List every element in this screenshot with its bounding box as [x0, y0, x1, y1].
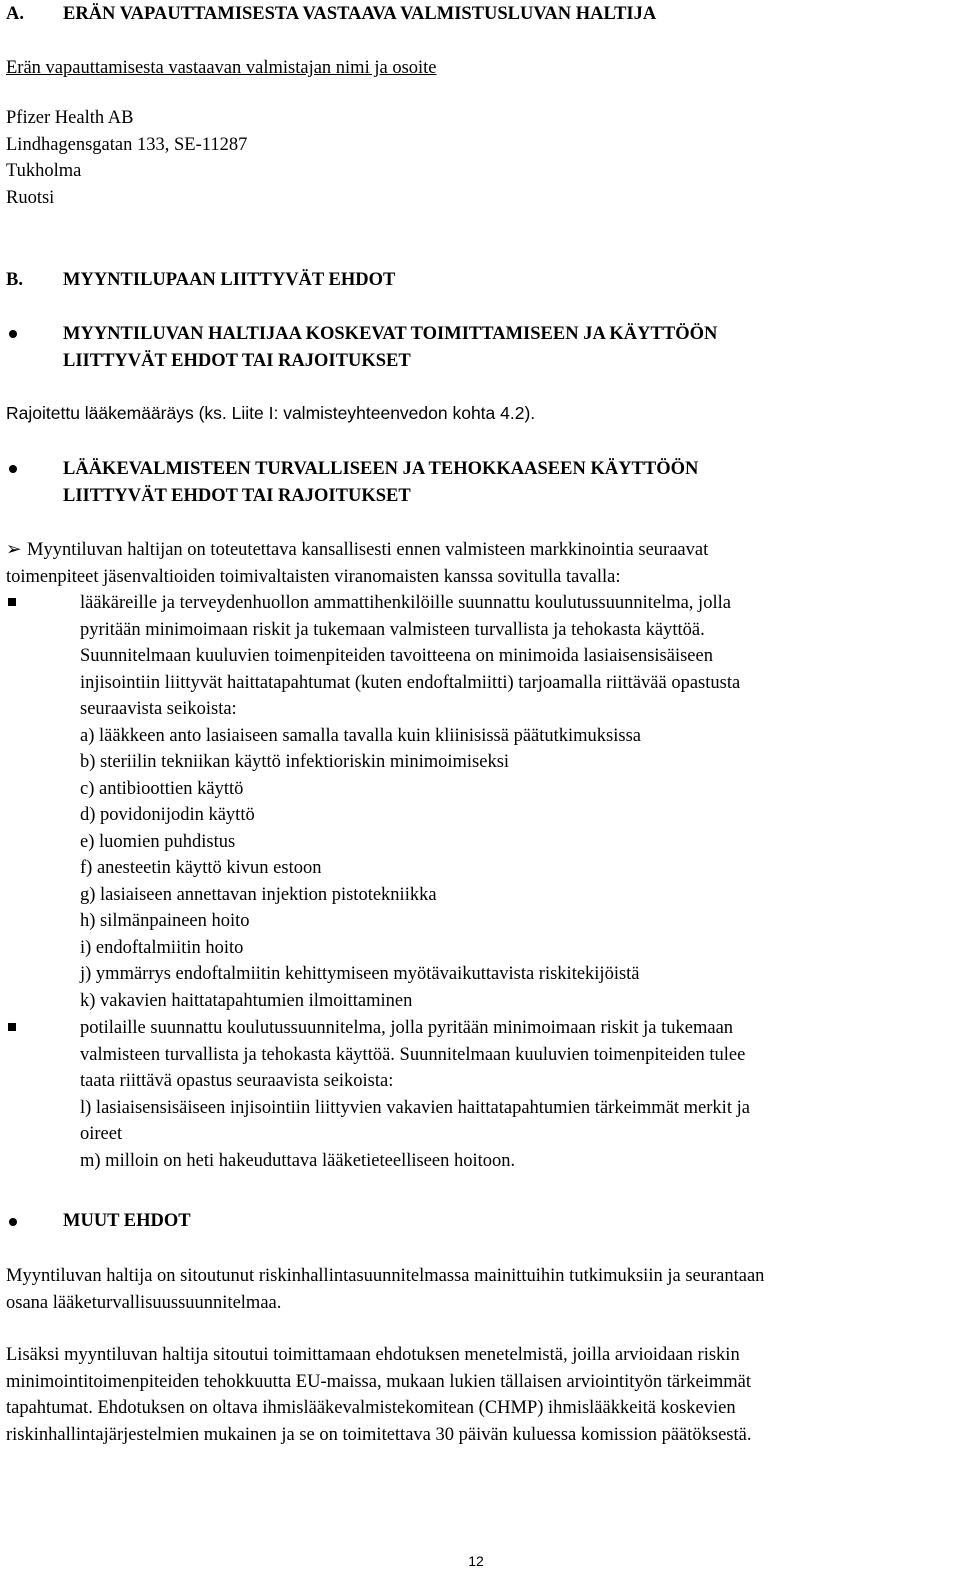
item-line: l) lasiaisensisäiseen injisointiin liittyvien vakavien haittatapahtumien tärkeimmät merkit ja — [80, 1097, 750, 1118]
square-bullet-icon — [8, 598, 16, 606]
item-line: i) endoftalmiitin hoito — [80, 937, 244, 958]
item-line: Suunnitelmaan kuuluvien toimenpiteiden tavoitteena on minimoida lasiaisensisäiseen — [80, 646, 713, 666]
square-bullet-icon — [8, 1023, 16, 1031]
section-b-letter: B. — [6, 270, 23, 290]
physician-education-program — [80, 590, 950, 1014]
item-line: m) milloin on heti hakeuduttava lääketieteelliseen hoitoon. — [80, 1150, 516, 1171]
item-line: f) anesteetin käyttö kivun estoon — [80, 858, 322, 878]
manufacturer-subheading: Erän vapauttamisesta vastaavan valmistajan nimi ja osoite — [6, 58, 437, 78]
other-conditions-heading: MUUT EHDOT — [63, 1211, 191, 1231]
bullet-icon — [9, 1218, 17, 1226]
section-a-letter: A. — [6, 4, 24, 24]
item-line: e) luomien puhdistus — [80, 831, 236, 852]
paragraph-line: tapahtumat. Ehdotuksen on oltava ihmislääkevalmistekomitean (CHMP) ihmislääkkeitä koskevien — [6, 1398, 736, 1418]
bullet-heading-line: LIITTYVÄT EHDOT TAI RAJOITUKSET — [63, 485, 411, 506]
item-line: potilaille suunnattu koulutussuunnitelma, jolla pyritään minimoimaan riskit ja tukemaan — [80, 1018, 734, 1038]
item-line: seuraavista seikoista: — [80, 699, 237, 719]
restricted-prescription-text: Rajoitettu lääkemääräys (ks. Liite I: valmisteyhteenvedon kohta 4.2). — [6, 403, 536, 423]
item-line: k) vakavien haittatapahtumien ilmoittaminen — [80, 990, 413, 1011]
paragraph-line: Lisäksi myyntiluvan haltija sitoutui toimittamaan ehdotuksen menetelmistä, joilla arvioidaan riskin — [6, 1345, 740, 1365]
item-line: pyritään minimoimaan riskit ja tukemaan valmisteen turvallista ja tehokasta käyttöä. — [80, 619, 705, 640]
address-line: Ruotsi — [6, 187, 55, 208]
manufacturer-address — [6, 105, 247, 211]
item-line: lääkäreille ja terveydenhuollon ammattihenkilöille suunnattu koulutussuunnitelma, jolla — [80, 593, 731, 613]
address-line: Pfizer Health AB — [6, 108, 134, 128]
intro-line: toimenpiteet jäsenvaltioiden toimivaltaisten viranomaisten kanssa sovitulla tavalla: — [6, 566, 621, 587]
item-line: a) lääkkeen anto lasiaiseen samalla tavalla kuin kliinisissä päätutkimuksissa — [80, 725, 642, 746]
item-line: c) antibioottien käyttö — [80, 778, 244, 799]
intro-line: Myyntiluvan haltijan on toteutettava kansallisesti ennen valmisteen markkinointia seuraavat — [27, 540, 709, 560]
commitment-paragraph — [6, 1342, 954, 1448]
paragraph-line: minimointitoimenpiteiden tehokkuutta EU-maissa, mukaan lukien tällaisen arviointityön tärkeimmät — [6, 1371, 751, 1392]
address-line: Lindhagensgatan 133, SE-11287 — [6, 134, 248, 155]
bullet-heading-line: LIITTYVÄT EHDOT TAI RAJOITUKSET — [63, 350, 411, 371]
bullet-heading-line: LÄÄKEVALMISTEEN TURVALLISEEN JA TEHOKKAASEEN KÄYTTÖÖN — [63, 459, 699, 479]
page-number: 12 — [468, 1553, 484, 1569]
bullet-icon — [9, 465, 17, 473]
item-line: h) silmänpaineen hoito — [80, 911, 250, 931]
measures-intro — [6, 537, 954, 590]
item-line: j) ymmärrys endoftalmiitin kehittymiseen myötävaikuttavista riskitekijöistä — [80, 964, 640, 984]
item-line: injisointiin liittyvät haittatapahtumat (kuten endoftalmiitti) tarjoamalla riittävää opastusta — [80, 672, 741, 693]
paragraph-line: Myyntiluvan haltija on sitoutunut riskinhallintasuunnitelmassa mainittuihin tutkimuksiin ja seurantaan — [6, 1266, 765, 1286]
bullet-icon — [9, 330, 17, 338]
paragraph-line: osana lääketurvallisuussuunnitelmaa. — [6, 1292, 282, 1313]
bullet-heading-supply — [63, 321, 717, 374]
item-line: b) steriilin tekniikan käyttö infektioriskin minimoimiseksi — [80, 752, 510, 772]
section-a-title: ERÄN VAPAUTTAMISESTA VASTAAVA VALMISTUSLUVAN HALTIJA — [63, 4, 657, 24]
bullet-heading-line: MYYNTILUVAN HALTIJAA KOSKEVAT TOIMITTAMISEEN JA KÄYTTÖÖN — [63, 324, 718, 344]
arrow-bullet-icon: ➢ — [6, 540, 22, 560]
address-line: Tukholma — [6, 161, 82, 181]
item-line: g) lasiaiseen annettavan injektion pistotekniikka — [80, 884, 437, 905]
item-line: oireet — [80, 1124, 123, 1144]
item-line: taata riittävä opastus seuraavista seikoista: — [80, 1071, 394, 1091]
section-a-heading — [6, 1, 946, 28]
paragraph-line: riskinhallintajärjestelmien mukainen ja se on toimitettava 30 päivän kuluessa komission päätöksestä. — [6, 1424, 752, 1445]
item-line: d) povidonijodin käyttö — [80, 805, 255, 825]
item-line: valmisteen turvallista ja tehokasta käyttöä. Suunnitelmaan kuuluvien toimenpiteiden tulee — [80, 1044, 746, 1065]
bullet-heading-safe-use — [63, 456, 698, 509]
section-b-heading — [6, 267, 946, 294]
rmp-paragraph — [6, 1263, 954, 1316]
section-b-title: MYYNTILUPAAN LIITTYVÄT EHDOT — [63, 270, 396, 290]
patient-education-program — [80, 1015, 950, 1174]
